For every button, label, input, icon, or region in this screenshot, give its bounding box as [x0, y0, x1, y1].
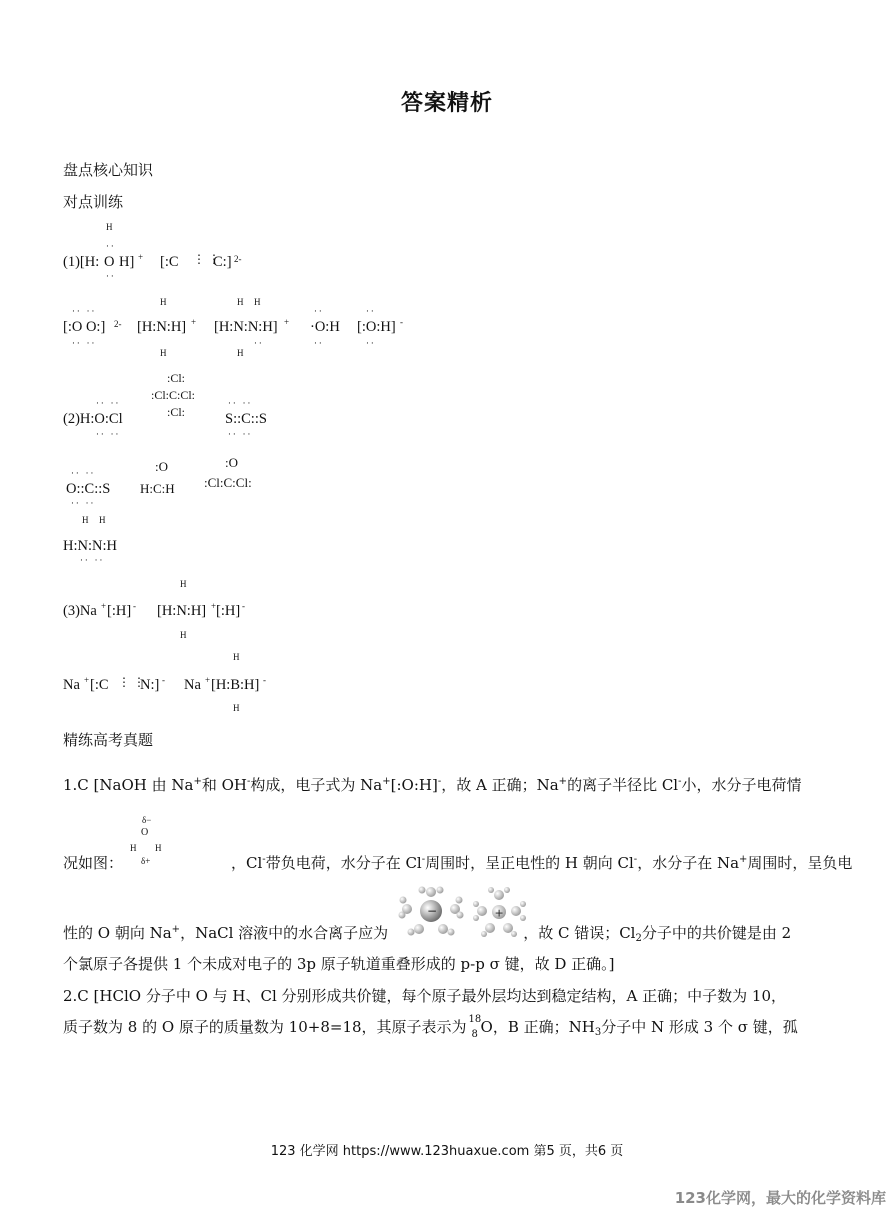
electron-dots: ·· — [254, 339, 264, 349]
charge-plus: + — [211, 601, 217, 611]
formula-ammonium: [H:N:H] — [137, 319, 187, 335]
electron-dots: ·· ·· — [80, 556, 105, 566]
electron-dots: ·· ·· — [72, 307, 97, 317]
electron-dots: ·· — [314, 307, 324, 317]
formula-hclo: (2)H:O:Cl — [63, 411, 123, 427]
formula-cocl2: :Cl:C:Cl: — [204, 475, 252, 490]
hydrated-chloride-ion — [398, 885, 464, 937]
formula-hcho: H:C:H — [140, 481, 175, 496]
answer-2-line-1: 2.C [HClO 分子中 O 与 H、Cl 分别形成共价键，每个原子最外层均达到稳定结构，A 正确；中子数为 10， — [63, 987, 787, 1005]
answer-2-line-2: 质子数为 8 的 O 原子的质量数为 10+8=18，其原子表示为 18 8 O，B 正确；$NH_3$分子中 N 形成 3 个 σ 键，孤 — [63, 1014, 798, 1040]
formula-cs2: S::C::S — [225, 411, 267, 427]
charge-plus: + — [138, 252, 144, 262]
charge-plus: + — [191, 317, 197, 327]
cocl2-oxygen: :O — [225, 455, 238, 470]
formula-peroxide: [:O O:] — [63, 319, 106, 335]
h-atom-label: H — [160, 297, 167, 307]
formula-hydrazinium: [H:N:N:H] — [214, 319, 278, 335]
svg-text:−: − — [427, 904, 438, 918]
formula-c2-left: [:C — [160, 254, 179, 270]
formula-nah-lead: (3)Na — [63, 603, 97, 619]
formula-h-bracket: H] — [119, 254, 135, 270]
electron-dots: ·· — [366, 307, 376, 317]
answer-1-line-4: 个氯原子各提供 1 个未成对电子的 3p 原子轨道重叠形成的 p-p σ 键，故 D 正确。] — [63, 955, 615, 973]
h-atom-label: H — [237, 348, 244, 358]
h-atom-label: H — [180, 630, 187, 640]
answer-1-line-1: 1.C [NaOH 由 Na+和 OH-构成，电子式为 Na+[:O:H]-，故 A 正确；Na+的离子半径比 Cl-小，水分子电荷情 — [63, 776, 802, 794]
charge-minus: - — [400, 317, 403, 327]
electron-dots: ·· ·· — [71, 499, 96, 509]
formula-na: Na — [184, 677, 201, 693]
h-atom-label: H — [237, 297, 244, 307]
electron-dots: ·· ·· — [71, 469, 96, 479]
h-atom-label: H — [106, 222, 113, 232]
hcho-oxygen: :O — [155, 459, 168, 474]
electron-dots: ·· ·· — [228, 399, 253, 409]
hydrated-sodium-ion — [472, 887, 528, 937]
electron-dots: ·· — [106, 272, 116, 282]
h-atom-label: H — [160, 348, 167, 358]
formula-oxygen: O — [104, 254, 115, 270]
triple-bond-dots: ⋮ ⋮ — [193, 252, 220, 266]
triple-bond-dots: ⋮ ⋮ — [118, 675, 145, 689]
electron-dots: ·· ·· — [96, 399, 121, 409]
page-title: 答案精析 — [400, 91, 493, 116]
charge-2minus: 2- — [114, 319, 122, 329]
charge-plus: + — [84, 675, 90, 685]
h-atom-label: H — [180, 579, 187, 589]
charge-2minus: 2- — [234, 254, 242, 264]
h-atom-label: H — [99, 515, 106, 525]
formula-hydroxide: [:O:H] — [357, 319, 396, 335]
h-atom-label: H — [233, 703, 240, 713]
formula-cn-left: [:C — [90, 677, 109, 693]
formula-na: Na — [63, 677, 80, 693]
ccl4-middle: :Cl:C:Cl: — [151, 388, 196, 402]
formula-hydronium-lead: (1)[H: — [63, 254, 100, 270]
h-atom-label: H — [233, 652, 240, 662]
formula-ocs: O::C::S — [66, 481, 111, 497]
section-heading-core-knowledge: 盘点核心知识 — [63, 161, 154, 179]
ccl4-bottom: :Cl: — [167, 405, 186, 419]
formula-bh4: [H:B:H] — [211, 677, 260, 693]
formula-c2-right: C:] — [213, 254, 232, 270]
electron-dots: ·· ·· — [72, 339, 97, 349]
formula-hydroxyl: ·O:H — [310, 319, 340, 335]
charge-plus: + — [205, 675, 211, 685]
charge-plus: + — [101, 601, 107, 611]
answer-1-line-2: 况如图： ，Cl-带负电荷，水分子在 Cl-周围时，呈正电性的 H 朝向 Cl-，水分子在 Na+周围时，呈负电 — [63, 854, 853, 872]
section-heading-practice: 对点训练 — [63, 193, 124, 211]
electron-dots: ·· — [106, 242, 116, 252]
charge-minus: - — [162, 675, 165, 685]
charge-minus: - — [133, 601, 136, 611]
electron-dots: ·· ·· — [96, 430, 121, 440]
electron-dots: ·· ·· — [228, 430, 253, 440]
ccl4-top: :Cl: — [167, 371, 186, 385]
charge-minus: - — [242, 601, 245, 611]
answer-1-line-3: 性的 O 朝向 Na+，NaCl 溶液中的水合离子应为 ，故 C 错误；$Cl_2$分子中的共价键是由 2 — [63, 924, 792, 944]
svg-text:+: + — [494, 906, 504, 920]
formula-cn-right: N:] — [140, 677, 160, 693]
h-atom-label: H — [82, 515, 89, 525]
formula-hydride-2: [:H] — [216, 603, 241, 619]
electron-dots: ·· — [366, 339, 376, 349]
section-heading-exam: 精练高考真题 — [63, 731, 154, 749]
watermark: 123化学网，最大的化学资料库 — [674, 1189, 886, 1207]
charge-plus: + — [284, 317, 290, 327]
charge-minus: - — [263, 675, 266, 685]
page-footer: 123 化学网 https://www.123huaxue.com 第5 页，共6 页 — [270, 1144, 624, 1159]
formula-nh4-ion: [H:N:H] — [157, 603, 207, 619]
formula-n2h4: H:N:N:H — [63, 538, 117, 554]
h-atom-label: H — [254, 297, 261, 307]
electron-dots: ·· — [314, 339, 324, 349]
formula-hydride: [:H] — [107, 603, 132, 619]
